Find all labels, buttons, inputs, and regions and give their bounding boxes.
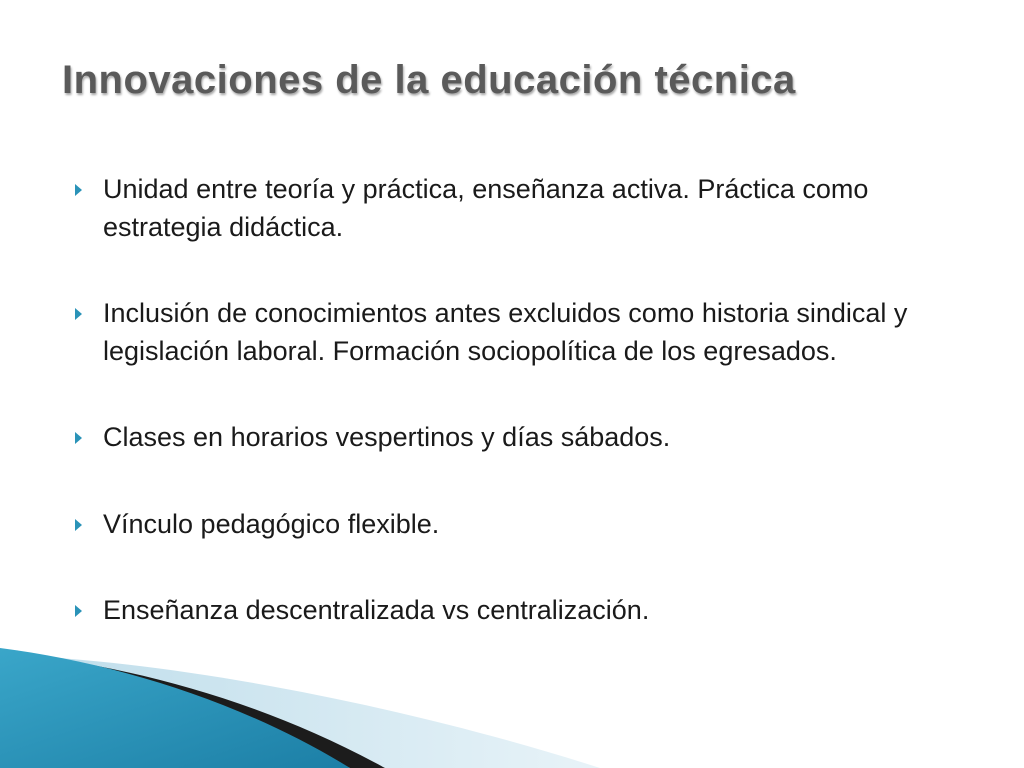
triangle-bullet-icon bbox=[75, 605, 82, 617]
triangle-bullet-icon bbox=[75, 308, 82, 320]
bullet-text: Clases en horarios vespertinos y días sábados. bbox=[103, 422, 671, 452]
bullet-text: Vínculo pedagógico flexible. bbox=[103, 508, 440, 539]
bullet-text: Inclusión de conocimientos antes excluidos como historia sindical y legislación laboral. Formación sociopolítica de los egresados. bbox=[103, 298, 908, 366]
bullet-text: Enseñanza descentralizada vs centralización. bbox=[103, 595, 650, 625]
list-item bbox=[72, 419, 952, 457]
triangle-bullet-icon bbox=[75, 184, 82, 196]
list-item bbox=[72, 171, 952, 246]
slide-title: Innovaciones de la educación técnica bbox=[62, 58, 796, 102]
bullet-list bbox=[72, 171, 952, 630]
list-item bbox=[72, 295, 952, 370]
list-item bbox=[72, 592, 952, 630]
triangle-bullet-icon bbox=[75, 432, 82, 444]
bullet-text: Unidad entre teoría y práctica, enseñanza activa. Práctica como estrategia didáctica. bbox=[103, 174, 869, 242]
triangle-bullet-icon bbox=[75, 519, 82, 531]
list-item bbox=[72, 506, 952, 544]
